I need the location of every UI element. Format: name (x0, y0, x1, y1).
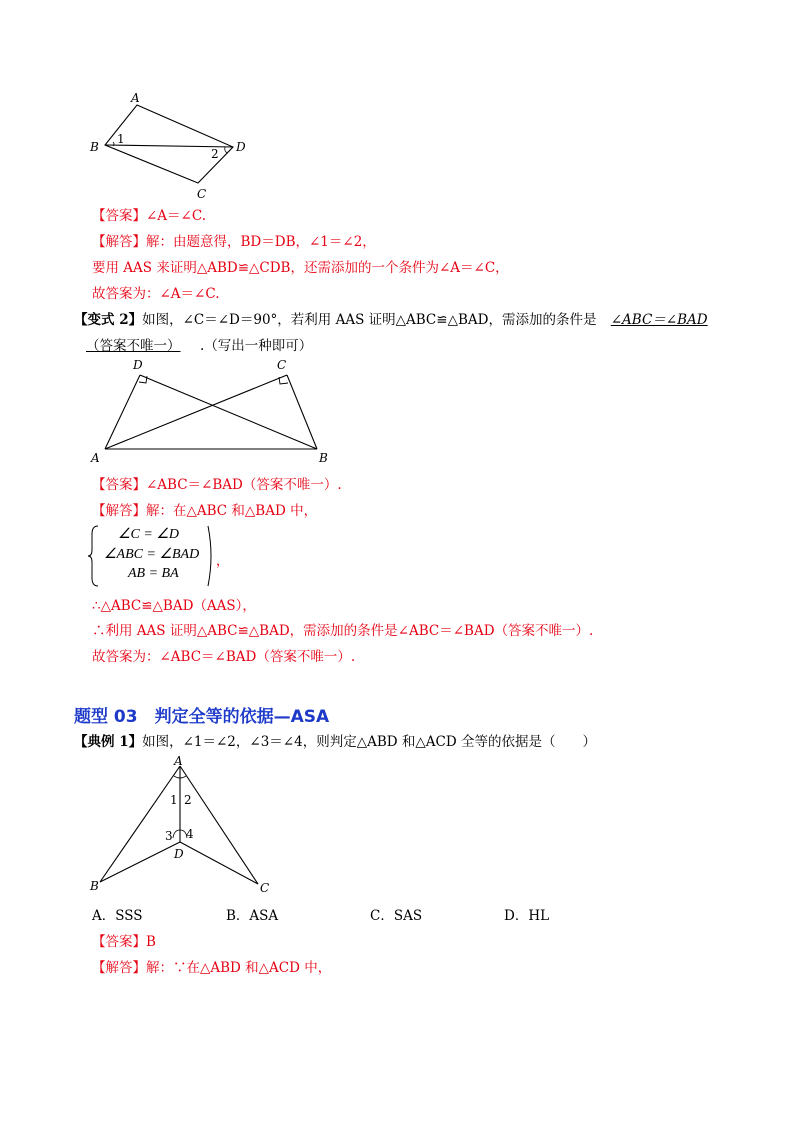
label-c: C (197, 187, 207, 201)
label-2: 2 (184, 793, 192, 807)
label-2: 2 (211, 147, 219, 161)
equation-row-1: ∠C = ∠D (118, 527, 179, 542)
label-a: A (131, 91, 140, 105)
label-c: C (260, 881, 270, 894)
bianshi2-line2 (86, 337, 312, 355)
bianshi2-tail: .（写出一种即可） (200, 338, 313, 354)
segment-ac-diag (105, 375, 287, 449)
option-c[interactable]: C．SAS (370, 908, 423, 924)
q1-explanation-line1: 【解答】解：由题意得，BD＝DB，∠1＝∠2， (92, 234, 376, 250)
angle-arc-2 (225, 147, 227, 153)
angle-arc-1 (113, 142, 114, 146)
left-brace (88, 524, 100, 588)
dianli1-stem (74, 733, 596, 751)
label-3: 3 (165, 829, 173, 843)
bianshi2-tag: 【变式 2】 (74, 312, 143, 328)
label-a: A (91, 451, 100, 465)
label-b: B (90, 879, 99, 893)
segment-ad (105, 375, 140, 449)
segment-bd (100, 842, 180, 882)
option-d[interactable]: D．HL (504, 908, 550, 924)
label-4: 4 (186, 827, 194, 841)
figure-parallelogram (85, 90, 255, 205)
bianshi2-stem-text: 如图，∠C＝∠D＝90°，若利用 AAS 证明△ABC≌△BAD，需添加的条件是 (142, 312, 597, 328)
option-b[interactable]: B．ASA (226, 908, 279, 924)
equation-row-2: ∠ABC = ∠BAD (104, 547, 200, 562)
option-a[interactable]: A．SSS (92, 908, 143, 924)
q1-answer: 【答案】∠A＝∠C. (92, 208, 207, 224)
label-a: A (174, 756, 183, 768)
bianshi2-therefore1: ∴△ABC≌△BAD（AAS）， (92, 598, 256, 614)
figure-kite (88, 756, 278, 894)
label-1: 1 (170, 793, 178, 807)
bianshi2-answer: 【答案】∠ABC＝∠BAD（答案不唯一）. (92, 477, 342, 493)
segment-cd (180, 842, 258, 884)
dianli1-explanation: 【解答】解：∵在△ABD 和△ACD 中， (92, 960, 332, 976)
bianshi2-stem (74, 311, 721, 329)
label-1: 1 (117, 132, 125, 146)
bianshi2-final: 故答案为：∠ABC＝∠BAD（答案不唯一）. (92, 649, 356, 665)
q1-explanation-line2: 要用 AAS 来证明△ABD≌△CDB，还需添加的一个条件为∠A＝∠C， (92, 260, 509, 276)
equation-comma: ， (216, 554, 230, 569)
label-d: D (236, 140, 246, 154)
label-c: C (277, 358, 287, 372)
label-b: B (90, 140, 99, 154)
segment-dc-diag (140, 375, 317, 449)
segment-ac (180, 766, 258, 884)
section-title: 题型 03 判定全等的依据—ASA (74, 707, 330, 727)
right-paren (206, 524, 216, 588)
label-d: D (133, 358, 143, 372)
dianli1-stem-text: 如图，∠1＝∠2，∠3＝∠4，则判定△ABD 和△ACD 全等的依据是（ ） (142, 734, 596, 750)
dianli1-answer: 【答案】B (92, 934, 156, 950)
bianshi2-explanation: 【解答】解：在△ABC 和△BAD 中， (92, 503, 318, 519)
bianshi2-blank1: ∠ABC＝∠BAD (610, 312, 708, 328)
bianshi2-blank2: （答案不唯一） (86, 338, 181, 354)
figure-two-right-triangles (85, 357, 335, 467)
label-b: B (319, 451, 328, 465)
segment-ab (100, 766, 180, 882)
q1-explanation-line3: 故答案为：∠A＝∠C. (92, 286, 220, 302)
label-d: D (174, 847, 184, 861)
equation-system (88, 524, 228, 588)
bianshi2-therefore2: ∴利用 AAS 证明△ABC≌△BAD，需添加的条件是∠ABC＝∠BAD（答案不唯一）. (92, 623, 594, 639)
equation-row-3: AB = BA (128, 566, 179, 581)
dianli1-tag: 【典例 1】 (74, 734, 143, 750)
